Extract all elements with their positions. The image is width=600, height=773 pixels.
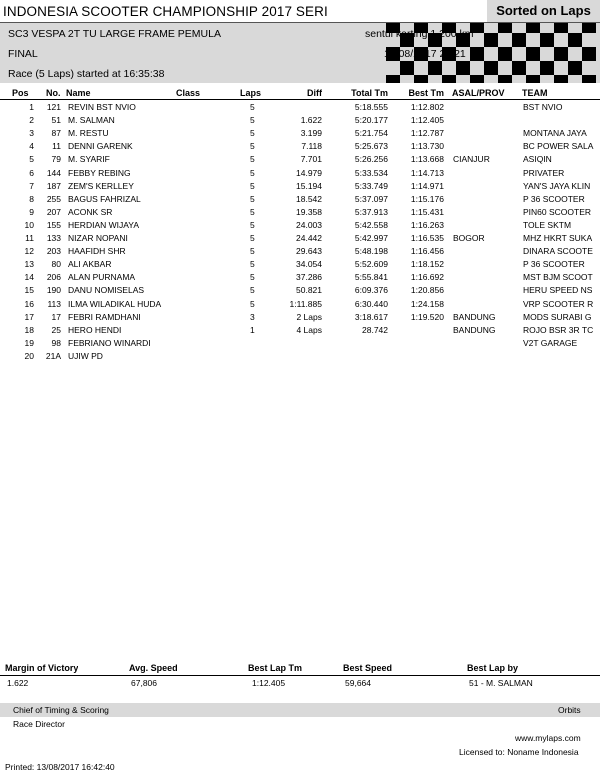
cell-best: 1:16.692 [410, 272, 444, 283]
cell-name: FEBBY REBING [68, 167, 131, 178]
cell-total: 5:37.913 [354, 206, 388, 217]
table-row [0, 351, 600, 364]
cell-team: MODS SURABI G [523, 311, 592, 322]
cell-no: 80 [51, 259, 61, 270]
cell-name: DANU NOMISELAS [68, 285, 145, 296]
cell-laps: 5 [250, 115, 255, 126]
cell-best: 1:19.520 [410, 311, 444, 322]
cell-total: 5:33.534 [354, 167, 388, 178]
cell-best: 1:15.176 [410, 193, 444, 204]
event-info-box [0, 23, 600, 83]
flag-square [484, 61, 498, 75]
cell-team: BC POWER SALA [523, 141, 594, 152]
table-row [0, 312, 600, 325]
cell-diff: 24.442 [296, 233, 322, 243]
cell-pos: 9 [29, 206, 34, 217]
cell-total: 5:37.097 [354, 193, 388, 204]
cell-best: 1:16.456 [410, 246, 444, 257]
cell-asal: CIANJUR [453, 154, 490, 165]
cell-team: MONTANA JAYA [523, 128, 587, 139]
chief-bar [0, 703, 600, 717]
cell-diff: 4 Laps [296, 324, 322, 335]
cell-laps: 5 [250, 180, 255, 191]
cell-no: 255 [46, 193, 61, 204]
cell-no: 206 [46, 272, 61, 283]
cell-total: 5:48.198 [354, 246, 388, 257]
summary-values [0, 678, 600, 690]
cell-best: 1:13.730 [410, 141, 444, 152]
printed-label: Printed: 13/08/2017 16:42:40 [5, 762, 115, 772]
col-name: Name [66, 88, 91, 98]
cell-laps: 5 [250, 206, 255, 217]
cell-team: P 36 SCOOTER [523, 193, 585, 204]
col-pos: Pos [12, 88, 29, 98]
cell-laps: 5 [250, 272, 255, 283]
race-director-label: Race Director [13, 719, 65, 729]
cell-no: 190 [46, 285, 61, 296]
header-divider [0, 99, 600, 100]
cell-laps: 5 [250, 193, 255, 204]
cell-laps: 5 [250, 128, 255, 139]
cell-total: 5:52.609 [354, 259, 388, 270]
cell-diff: 29.643 [296, 246, 322, 257]
cell-name: ACONK SR [68, 206, 113, 217]
cell-laps: 5 [250, 246, 255, 257]
cell-total: 5:42.558 [354, 219, 388, 230]
cell-total: 6:30.440 [354, 298, 388, 309]
cell-total: 5:25.673 [354, 141, 388, 152]
cell-name: M. RESTU [68, 128, 109, 139]
col-class: Class [176, 88, 201, 98]
summary-margin-value: 1.622 [7, 678, 29, 688]
cell-name: NIZAR NOPANI [68, 233, 128, 243]
cell-diff: 3.199 [300, 128, 322, 139]
cell-no: 87 [51, 128, 61, 139]
table-row [0, 325, 600, 338]
cell-total: 5:26.256 [354, 154, 388, 165]
summary-best-lap-tm-value: 1:12.405 [252, 678, 286, 688]
cell-laps: 5 [250, 233, 255, 243]
cell-name: M. SALMAN [68, 115, 115, 126]
flag-square [526, 47, 540, 61]
flag-square [554, 47, 568, 61]
cell-team: PRIVATER [523, 167, 565, 178]
col-laps: Laps [240, 88, 262, 98]
cell-team: PIN60 SCOOTER [523, 206, 592, 217]
cell-pos: 2 [29, 115, 34, 126]
cell-best: 1:16.535 [410, 233, 444, 243]
cell-team: BST NVIO [523, 102, 563, 112]
cell-no: 121 [46, 102, 61, 112]
event-venue: sentul karting 1,200 km [365, 28, 474, 40]
col-best: Best Tm [408, 88, 444, 98]
cell-pos: 15 [24, 285, 34, 296]
cell-total: 5:33.749 [354, 180, 388, 191]
cell-diff: 2 Laps [296, 311, 322, 322]
cell-no: 11 [52, 141, 61, 152]
website-label: www.mylaps.com [515, 733, 581, 743]
cell-no: 21A [45, 350, 61, 361]
cell-no: 98 [51, 337, 61, 348]
flag-square [470, 75, 484, 83]
cell-team: HERU SPEED NS [523, 285, 593, 296]
table-row [0, 154, 600, 167]
cell-laps: 5 [250, 102, 255, 112]
flag-square [582, 23, 596, 33]
cell-best: 1:12.802 [410, 102, 444, 112]
table-row [0, 194, 600, 207]
cell-pos: 11 [25, 233, 34, 243]
cell-team: MHZ HKRT SUKA [523, 233, 593, 243]
cell-total: 5:21.754 [354, 128, 388, 139]
flag-square [442, 75, 456, 83]
table-row [0, 299, 600, 312]
flag-square [400, 61, 414, 75]
cell-name: HERO HENDI [68, 324, 122, 335]
cell-diff: 18.542 [296, 193, 322, 204]
table-row [0, 233, 600, 246]
cell-name: REVIN BST NVIO [68, 102, 136, 112]
cell-diff: 34.054 [296, 259, 322, 270]
cell-no: 25 [51, 324, 61, 335]
cell-pos: 4 [29, 141, 34, 152]
cell-pos: 16 [24, 298, 34, 309]
cell-no: 79 [51, 154, 61, 165]
orbits-label: Orbits [558, 705, 581, 715]
cell-best: 1:24.158 [410, 298, 444, 309]
flag-square [582, 47, 596, 61]
cell-diff: 15.194 [296, 180, 322, 191]
cell-diff: 1:11.885 [289, 298, 322, 309]
cell-best: 1:13.668 [410, 154, 444, 165]
cell-total: 3:18.617 [354, 311, 388, 322]
table-row [0, 272, 600, 285]
flag-square [554, 75, 568, 83]
cell-asal: BANDUNG [453, 311, 496, 322]
cell-total: 5:42.997 [354, 233, 388, 243]
cell-team: DINARA SCOOTE [523, 246, 593, 257]
cell-no: 17 [51, 311, 61, 322]
cell-total: 28.742 [362, 324, 388, 335]
cell-diff: 14.979 [296, 167, 322, 178]
table-row [0, 181, 600, 194]
cell-laps: 5 [250, 259, 255, 270]
table-row [0, 128, 600, 141]
table-row [0, 220, 600, 233]
flag-square [540, 61, 554, 75]
cell-laps: 3 [250, 311, 255, 322]
cell-diff: 24.003 [296, 219, 322, 230]
cell-no: 187 [46, 180, 61, 191]
license-label: Licensed to: Noname Indonesia [459, 747, 579, 757]
cell-laps: 5 [250, 298, 255, 309]
cell-name: DENNI GARENK [68, 141, 133, 152]
cell-no: 144 [46, 167, 61, 178]
cell-laps: 5 [250, 219, 255, 230]
cell-pos: 8 [29, 193, 34, 204]
summary-avg-speed-value: 67,806 [131, 678, 157, 688]
cell-best: 1:15.431 [410, 206, 444, 217]
cell-pos: 20 [24, 350, 34, 361]
cell-name: UJIW PD [68, 350, 103, 361]
table-row [0, 207, 600, 220]
summary-best-speed-value: 59,664 [345, 678, 371, 688]
cell-no: 207 [46, 206, 61, 217]
flag-square [428, 61, 442, 75]
flag-square [568, 33, 582, 47]
cell-team: ROJO BSR 3R TC [523, 324, 594, 335]
cell-diff: 7.118 [301, 141, 322, 152]
cell-asal: BANDUNG [453, 324, 496, 335]
cell-name: ALAN PURNAMA [68, 272, 136, 283]
cell-name: ALI AKBAR [68, 259, 112, 270]
flag-square [456, 61, 470, 75]
table-row [0, 285, 600, 298]
col-asal: ASAL/PROV [452, 88, 505, 98]
event-datetime: 13/08/2017 21:21 [384, 48, 466, 60]
cell-pos: 1 [29, 102, 34, 112]
summary-best-speed-label: Best Speed [343, 663, 393, 673]
cell-team: TOLE SKTM [523, 219, 572, 230]
cell-best: 1:20.856 [410, 285, 444, 296]
cell-no: 113 [47, 298, 61, 309]
table-row [0, 115, 600, 128]
summary-divider [0, 675, 600, 676]
cell-laps: 5 [250, 154, 255, 165]
title-bar [0, 0, 600, 23]
cell-name: FEBRIANO WINARDI [68, 337, 151, 348]
cell-team: V2T GARAGE [523, 337, 578, 348]
cell-name: FEBRI RAMDHANI [68, 311, 141, 322]
cell-pos: 5 [29, 154, 34, 165]
cell-pos: 12 [24, 246, 34, 257]
cell-laps: 5 [250, 141, 255, 152]
flag-square [498, 23, 512, 33]
cell-name: HERDIAN WIJAYA [68, 219, 139, 230]
event-session: FINAL [8, 48, 38, 60]
chief-label: Chief of Timing & Scoring [13, 705, 109, 715]
cell-diff: 37.286 [296, 272, 322, 283]
cell-pos: 17 [24, 311, 34, 322]
cell-laps: 1 [250, 324, 255, 335]
col-diff: Diff [307, 88, 322, 98]
cell-diff: 7.701 [300, 154, 322, 165]
championship-title: INDONESIA SCOOTER CHAMPIONSHIP 2017 SERI [3, 4, 328, 19]
cell-no: 155 [46, 219, 61, 230]
cell-pos: 7 [29, 180, 34, 191]
flag-square [568, 61, 582, 75]
flag-square [540, 33, 554, 47]
cell-name: BAGUS FAHRIZAL [68, 193, 141, 204]
cell-total: 5:20.177 [354, 115, 388, 126]
flag-square [498, 47, 512, 61]
cell-best: 1:16.263 [410, 219, 444, 230]
col-total: Total Tm [351, 88, 388, 98]
cell-no: 51 [51, 115, 61, 126]
cell-name: ZEM'S KERLLEY [68, 180, 134, 191]
cell-total: 5:18.555 [354, 102, 388, 112]
cell-team: ASIQIN [523, 154, 552, 165]
flag-square [414, 75, 428, 83]
cell-pos: 13 [24, 259, 34, 270]
event-class: SC3 VESPA 2T TU LARGE FRAME PEMULA [8, 28, 221, 40]
cell-best: 1:14.713 [410, 167, 444, 178]
cell-best: 1:12.787 [410, 128, 444, 139]
table-row [0, 141, 600, 154]
cell-best: 1:14.971 [410, 180, 444, 191]
cell-diff: 1.622 [300, 115, 322, 126]
cell-pos: 3 [29, 128, 34, 139]
summary-margin-label: Margin of Victory [5, 663, 79, 673]
flag-square [484, 33, 498, 47]
cell-name: HAAFIDH SHR [68, 246, 126, 257]
flag-square [470, 47, 484, 61]
cell-team: YAN'S JAYA KLIN [523, 180, 591, 191]
flag-square [554, 23, 568, 33]
cell-best: 1:12.405 [410, 115, 444, 126]
cell-pos: 6 [29, 167, 34, 178]
cell-no: 203 [46, 246, 61, 257]
flag-square [512, 33, 526, 47]
cell-asal: BOGOR [453, 233, 485, 243]
summary-header [0, 663, 600, 675]
cell-diff: 50.821 [296, 285, 322, 296]
summary-best-lap-by-value: 51 - M. SALMAN [469, 678, 533, 688]
sorted-label: Sorted on Laps [487, 0, 600, 22]
cell-laps: 5 [250, 167, 255, 178]
summary-best-lap-by-label: Best Lap by [467, 663, 519, 673]
table-row [0, 338, 600, 351]
flag-square [498, 75, 512, 83]
table-row [0, 168, 600, 181]
cell-total: 6:09.376 [354, 285, 388, 296]
race-info: Race (5 Laps) started at 16:35:38 [8, 68, 165, 80]
table-row [0, 259, 600, 272]
cell-laps: 5 [250, 285, 255, 296]
cell-name: ILMA WILADIKAL HUDA [68, 298, 162, 309]
summary-best-lap-tm-label: Best Lap Tm [248, 663, 303, 673]
cell-team: VRP SCOOTER R [523, 298, 594, 309]
cell-pos: 19 [24, 337, 34, 348]
cell-best: 1:18.152 [410, 259, 444, 270]
cell-diff: 19.358 [296, 206, 322, 217]
cell-pos: 18 [24, 324, 34, 335]
cell-total: 5:55.841 [354, 272, 388, 283]
table-row [0, 246, 600, 259]
flag-square [582, 75, 596, 83]
flag-square [526, 23, 540, 33]
cell-pos: 14 [24, 272, 34, 283]
col-team: TEAM [522, 88, 548, 98]
cell-no: 133 [46, 233, 61, 243]
cell-team: MST BJM SCOOT [523, 272, 593, 283]
table-row [0, 102, 600, 115]
cell-name: M. SYARIF [68, 154, 110, 165]
flag-square [386, 75, 400, 83]
cell-team: P 36 SCOOTER [523, 259, 585, 270]
col-no: No. [46, 88, 61, 98]
flag-square [526, 75, 540, 83]
cell-pos: 10 [24, 219, 34, 230]
summary-avg-speed-label: Avg. Speed [129, 663, 178, 673]
flag-square [512, 61, 526, 75]
